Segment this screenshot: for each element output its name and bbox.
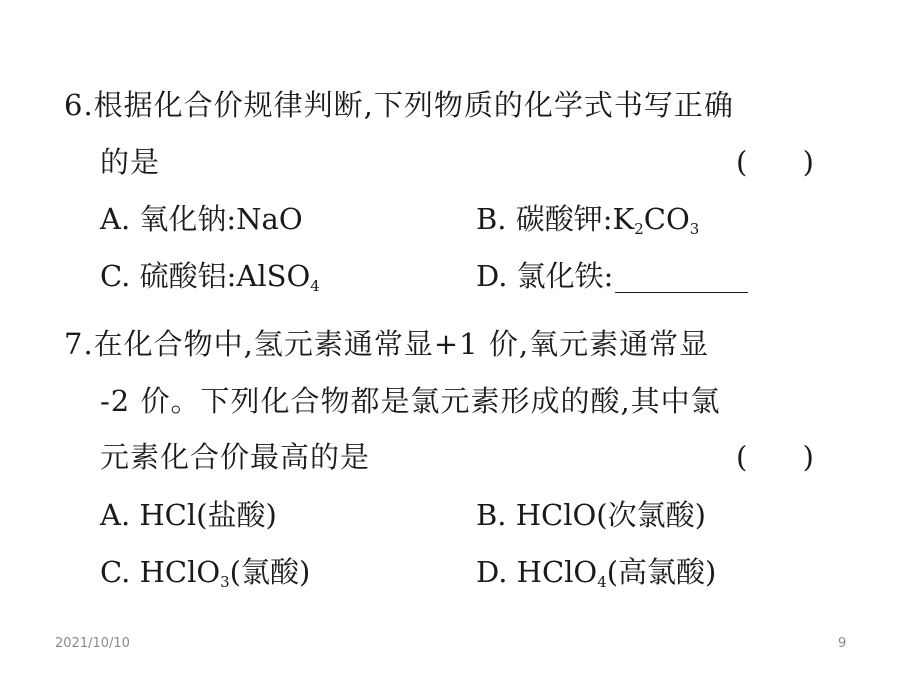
q7-option-a: A. HCl(盐酸) <box>100 498 277 532</box>
q7-answer-paren: ( ) <box>736 440 814 474</box>
q7-stem-line2: -2 价。下列化合物都是氯元素形成的酸,其中氯 <box>100 384 721 418</box>
q6-option-a <box>100 202 303 236</box>
q6-answer-paren: ( ) <box>736 145 814 179</box>
q6-option-b-k: K <box>612 202 635 236</box>
q7-option-c <box>100 555 310 589</box>
q6-option-b-co: CO <box>643 202 690 236</box>
q6-option-c-label: C. 硫酸铝: <box>100 259 237 293</box>
q7-option-d-post: (高氯酸) <box>606 555 717 589</box>
q6-option-c <box>100 259 320 293</box>
q7-option-d-sub: 4 <box>597 573 607 591</box>
q6-option-b-label: B. 碳酸钾: <box>476 202 613 236</box>
q6-option-d-label: D. 氯化铁: <box>476 259 614 293</box>
q6-option-a-label: A. 氧化钠: <box>100 202 237 236</box>
q6-option-b-k-sub: 2 <box>634 220 644 238</box>
q7-option-c-post: (氯酸) <box>229 555 311 589</box>
q6-option-d <box>476 259 748 293</box>
q7-option-d <box>476 555 716 589</box>
footer-date: 2021/10/10 <box>55 636 130 651</box>
q7-option-c-pre: C. HClO <box>100 555 221 589</box>
q6-stem-line2: 的是 <box>100 145 161 179</box>
footer-page-number: 9 <box>838 636 847 651</box>
q7-stem-line3: 元素化合价最高的是 <box>100 440 371 474</box>
q6-option-c-formula: AlSO <box>236 259 311 293</box>
q7-option-b: B. HClO(次氯酸) <box>476 498 706 532</box>
q6-stem-line1: 6.根据化合价规律判断,下列物质的化学式书写正确 <box>64 88 734 122</box>
q7-option-c-sub: 3 <box>220 573 230 591</box>
q6-option-c-sub: 4 <box>310 277 320 295</box>
q6-option-d-blank[interactable] <box>615 266 748 293</box>
q6-option-b-co-sub: 3 <box>689 220 700 238</box>
q6-option-b <box>476 202 699 236</box>
q7-option-d-pre: D. HClO <box>476 555 598 589</box>
q7-stem-line1: 7.在化合物中,氢元素通常显+1 价,氧元素通常显 <box>64 327 710 361</box>
q6-option-a-formula: NaO <box>236 202 303 236</box>
